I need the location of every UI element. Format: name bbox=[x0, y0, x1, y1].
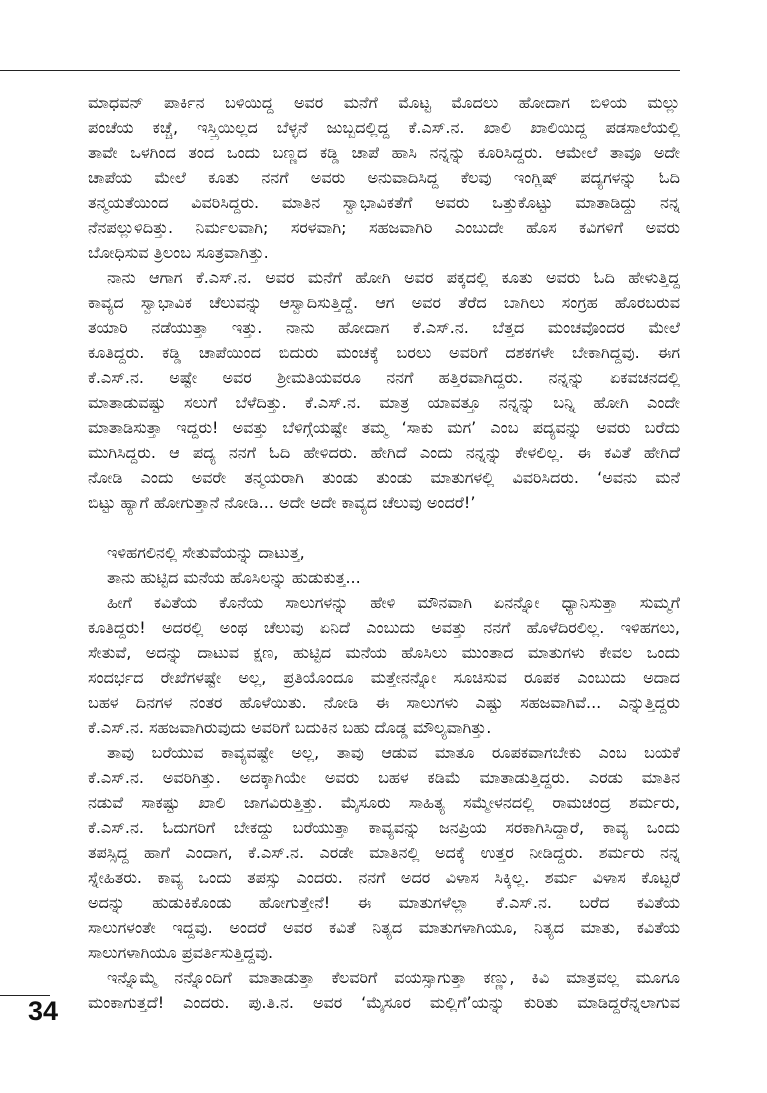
text-line: ತಾವು ಬರೆಯುವ ಕಾವ್ಯವಷ್ಟೇ ಅಲ್ಲ, ತಾವು ಆಡುವ ಮಾತೂ ರೂಪಕವಾಗಬೇಕು ಎಂಬ ಬಯಕೆ bbox=[107, 743, 680, 762]
text-line: ಕೂತಿದ್ದರು. ಕಡ್ಡಿ ಚಾಪೆಯಿಂದ ಬಿದುರು ಮಂಚಕ್ಕೆ ಬರಲು ಅವರಿಗೆ ದಶಕಗಳೇ ಬೇಕಾಗಿದ್ದವು. ಈಗ bbox=[88, 343, 680, 362]
text-line: ತಾವೇ ಒಳಗಿಂದ ತಂದ ಒಂದು ಬಣ್ಣದ ಕಡ್ಡಿ ಚಾಪೆ ಹಾಸಿ ನನ್ನನ್ನು ಕೂರಿಸಿದ್ದರು. ಆಮೇಲೆ ತಾವೂ ಅದೇ bbox=[88, 143, 680, 162]
text-line: ತಪಸ್ಸಿದ್ದ ಹಾಗೆ ಎಂದಾಗ, ಕೆ.ಎಸ್.ನ. ಎರಡೇ ಮಾತಿನಲ್ಲಿ ಅದಕ್ಕೆ ಉತ್ತರ ನೀಡಿದ್ದರು. ಶರ್ಮರು ನನ್ನ bbox=[88, 843, 680, 862]
text-line: ಸ್ನೇಹಿತರು. ಕಾವ್ಯ ಒಂದು ತಪಸ್ಸು ಎಂದರು. ನನಗೆ ಅದರ ವಿಳಾಸ ಸಿಕ್ಕಿಲ್ಲ. ಶರ್ಮ ವಿಳಾಸ ಕೊಟ್ಟರೆ bbox=[88, 868, 680, 887]
paragraph bbox=[88, 90, 680, 265]
text-line: ಕೆ.ಎಸ್.ನ. ಅಷ್ಟೇ ಅವರ ಶ್ರೀಮತಿಯವರೂ ನನಗೆ ಹತ್ತಿರವಾಗಿದ್ದರು. ನನ್ನನ್ನು ಏಕವಚನದಲ್ಲಿ bbox=[88, 368, 680, 387]
text-line: ಇನ್ನೊಮ್ಮೆ ನನ್ನೊಂದಿಗೆ ಮಾತಾಡುತ್ತಾ ಕೆಲವರಿಗೆ ವಯಸ್ಸಾಗುತ್ತಾ ಕಣ್ಣು, ಕಿವಿ ಮಾತ್ರವಲ್ಲ ಮೂಗೂ bbox=[107, 968, 680, 987]
text-line: ಕೂತಿದ್ದರು! ಅದರಲ್ಲಿ ಅಂಥ ಚೆಲುವು ಏನಿದೆ ಎಂಬುದು ಅವತ್ತು ನನಗೆ ಹೊಳೆದಿರಲಿಲ್ಲ. ಇಳಿಹಗಲು, bbox=[88, 618, 680, 637]
paragraph bbox=[88, 740, 680, 965]
text-line: ಕಾವ್ಯದ ಸ್ವಾಭಾವಿಕ ಚೆಲುವನ್ನು ಆಸ್ವಾದಿಸುತ್ತಿದ್ದೆ. ಆಗ ಅವರ ತೆರೆದ ಬಾಗಿಲು ಸಂಗ್ರಹ ಹೊರಬರುವ bbox=[88, 293, 680, 312]
text-line: ಕೆ.ಎಸ್.ನ. ಸಹಜವಾಗಿರುವುದು ಅವರಿಗೆ ಬದುಕಿನ ಬಹು ದೊಡ್ಡ ಮೌಲ್ಯವಾಗಿತ್ತು. bbox=[88, 718, 492, 737]
text-line: ಸಾಲುಗಳಂತೇ ಇದ್ದವು. ಅಂದರೆ ಅವರ ಕವಿತೆ ನಿತ್ಯದ ಮಾತುಗಳಾಗಿಯೂ, ನಿತ್ಯದ ಮಾತು, ಕವಿತೆಯ bbox=[88, 918, 680, 937]
verse-line: ಇಳಿಹಗಲಿನಲ್ಲಿ ಸೇತುವೆಯನ್ನು ದಾಟುತ್ತ, bbox=[107, 543, 305, 562]
page-body bbox=[88, 90, 680, 1015]
text-line: ಸಂದರ್ಭದ ರೇಖೆಗಳಷ್ಟೇ ಅಲ್ಲ, ಪ್ರತಿಯೊಂದೂ ಮತ್ತೇನನ್ನೋ ಸೂಚಿಸುವ ರೂಪಕ ಎಂಬುದು ಅದಾದ bbox=[88, 668, 680, 687]
text-line: ಬೋಧಿಸುವ ತ್ರಿಲಂಬ ಸೂತ್ರವಾಗಿತ್ತು. bbox=[88, 243, 269, 262]
paragraph bbox=[88, 590, 680, 740]
text-line: ತನ್ಮಯತೆಯಿಂದ ವಿವರಿಸಿದ್ದರು. ಮಾತಿನ ಸ್ವಾಭಾವಿಕತೆಗೆ ಅವರು ಒತ್ತುಕೊಟ್ಟು ಮಾತಾಡಿದ್ದು ನನ್ನ bbox=[88, 193, 680, 212]
text-line: ಚಾಪೆಯ ಮೇಲೆ ಕೂತು ನನಗೆ ಅವರು ಅನುವಾದಿಸಿದ್ದ ಕೆಲವು ಇಂಗ್ಲಿಷ್ ಪದ್ಯಗಳನ್ನು ಓದಿ bbox=[88, 168, 680, 187]
page-number: 34 bbox=[28, 996, 59, 1026]
text-line: ಅದನ್ನು ಹುಡುಕಿಕೊಂಡು ಹೋಗುತ್ತೇನೆ! ಈ ಮಾತುಗಳೆಲ್ಲಾ ಕೆ.ಎಸ್.ನ. ಬರೆದ ಕವಿತೆಯ bbox=[88, 893, 680, 912]
header-rule bbox=[0, 70, 680, 71]
text-line: ಸಾಲುಗಳಾಗಿಯೂ ಪ್ರವರ್ತಿಸುತ್ತಿದ್ದವು. bbox=[88, 943, 274, 962]
text-line: ನೋಡಿ ಎಂದು ಅವರೇ ತನ್ಮಯರಾಗಿ ತುಂಡು ತುಂಡು ಮಾತುಗಳಲ್ಲಿ ವಿವರಿಸಿದರು. ‘ಅವನು ಮನೆ bbox=[88, 468, 680, 487]
text-line: ನೆನಪಲ್ಲುಳಿದಿತ್ತು. ನಿರ್ಮಲವಾಗಿ; ಸರಳವಾಗಿ; ಸಹಜವಾಗಿರಿ ಎಂಬುದೇ ಹೊಸ ಕವಿಗಳಿಗೆ ಅವರು bbox=[88, 218, 680, 237]
text-line: ಪಂಚೆಯ ಕಚ್ಚೆ, ಇಸ್ತ್ರಿಯಿಲ್ಲದ ಬೆಳ್ಳನೆ ಜುಬ್ಬದಲ್ಲಿದ್ದ ಕೆ.ಎಸ್.ನ. ಖಾಲಿ ಖಾಲಿಯಿದ್ದ ಪಡಸಾಲೆಯಲ್ಲಿ bbox=[88, 118, 680, 137]
text-line: ಕೆ.ಎಸ್.ನ. ಅವರಿಗಿತ್ತು. ಅದಕ್ಕಾಗಿಯೇ ಅವರು ಬಹಳ ಕಡಿಮೆ ಮಾತಾಡುತ್ತಿದ್ದರು. ಎರಡು ಮಾತಿನ bbox=[88, 768, 680, 787]
text-line: ಬಿಟ್ಟು ಹ್ಯಾಗೆ ಹೋಗುತ್ತಾನೆ ನೋಡಿ... ಅದೇ ಅದೇ ಕಾವ್ಯದ ಚೆಲುವು ಅಂದರೆ!’ bbox=[88, 493, 476, 512]
paragraph bbox=[88, 965, 680, 1015]
text-line: ಕೆ.ಎಸ್.ನ. ಓದುಗರಿಗೆ ಬೇಕದ್ದು ಬರೆಯುತ್ತಾ ಕಾವ್ಯವನ್ನು ಜನಪ್ರಿಯ ಸರಕಾಗಿಸಿದ್ದಾರೆ, ಕಾವ್ಯ ಒಂದು bbox=[88, 818, 680, 837]
text-line: ಮಾಧವನ್ ಪಾರ್ಕಿನ ಬಳಿಯಿದ್ದ ಅವರ ಮನೆಗೆ ಮೊಟ್ಟ ಮೊದಲು ಹೋದಾಗ ಬಿಳಿಯ ಮಲ್ಲು bbox=[88, 93, 680, 112]
text-line: ನಡುವೆ ಸಾಕಷ್ಟು ಖಾಲಿ ಜಾಗವಿರುತ್ತಿತ್ತು. ಮೈಸೂರು ಸಾಹಿತ್ಯ ಸಮ್ಮೇಳನದಲ್ಲಿ ರಾಮಚಂದ್ರ ಶರ್ಮರು, bbox=[88, 793, 680, 812]
text-line: ಮಾತಾಡಿಸುತ್ತಾ ಇದ್ದರು! ಅವತ್ತು ಬೆಳಿಗ್ಗೆಯಷ್ಟೇ ತಮ್ಮ ‘ಸಾಕು ಮಗ’ ಎಂಬ ಪದ್ಯವನ್ನು ಅವರು ಬರೆದು bbox=[88, 418, 680, 437]
text-line: ಸೇತುವೆ, ಅದನ್ನು ದಾಟುವ ಕ್ಷಣ, ಹುಟ್ಟಿದ ಮನೆಯ ಹೊಸಿಲು ಮುಂತಾದ ಮಾತುಗಳು ಕೇವಲ ಒಂದು bbox=[88, 643, 680, 662]
text-line: ಮಂಕಾಗುತ್ತದೆ! ಎಂದರು. ಪು.ತಿ.ನ. ಅವರ ‘ಮೈಸೂರ ಮಲ್ಲಿಗೆ’ಯನ್ನು ಕುರಿತು ಮಾಡಿದ್ದರೆನ್ನಲಾಗುವ bbox=[88, 993, 680, 1012]
text-line: ನಾನು ಆಗಾಗ ಕೆ.ಎಸ್.ನ. ಅವರ ಮನೆಗೆ ಹೋಗಿ ಅವರ ಪಕ್ಕದಲ್ಲಿ ಕೂತು ಅವರು ಓದಿ ಹೇಳುತ್ತಿದ್ದ bbox=[107, 268, 680, 287]
text-line: ಮಾತಾಡುವಷ್ಟು ಸಲುಗೆ ಬೆಳೆದಿತ್ತು. ಕೆ.ಎಸ್.ನ. ಮಾತ್ರ ಯಾವತ್ತೂ ನನ್ನನ್ನು ಬನ್ನಿ ಹೋಗಿ ಎಂದೇ bbox=[88, 393, 680, 412]
verse-line: ತಾನು ಹುಟ್ಟಿದ ಮನೆಯ ಹೊಸಿಲನ್ನು ಹುಡುಕುತ್ತ... bbox=[107, 568, 361, 587]
text-line: ತಯಾರಿ ನಡೆಯುತ್ತಾ ಇತ್ತು. ನಾನು ಹೋದಾಗ ಕೆ.ಎಸ್.ನ. ಬೆತ್ತದ ಮಂಚವೊಂದರ ಮೇಲೆ bbox=[88, 318, 680, 337]
text-line: ಮುಗಿಸಿದ್ದರು. ಆ ಪದ್ಯ ನನಗೆ ಓದಿ ಹೇಳಿದರು. ಹೇಗಿದೆ ಎಂದು ನನ್ನನ್ನು ಕೇಳಲಿಲ್ಲ. ಈ ಕವಿತೆ ಹೇಗಿದೆ bbox=[88, 443, 680, 462]
paragraph bbox=[88, 265, 680, 515]
text-line: ಹೀಗೆ ಕವಿತೆಯ ಕೊನೆಯ ಸಾಲುಗಳನ್ನು ಹೇಳಿ ಮೌನವಾಗಿ ಏನನ್ನೋ ಧ್ಯಾನಿಸುತ್ತಾ ಸುಮ್ಮಗೆ bbox=[107, 593, 680, 612]
text-line: ಬಹಳ ದಿನಗಳ ನಂತರ ಹೊಳೆಯಿತು. ನೋಡಿ ಈ ಸಾಲುಗಳು ಎಷ್ಟು ಸಹಜವಾಗಿವೆ... ಎನ್ನುತ್ತಿದ್ದರು bbox=[88, 693, 680, 712]
verse-stanza bbox=[88, 540, 680, 590]
